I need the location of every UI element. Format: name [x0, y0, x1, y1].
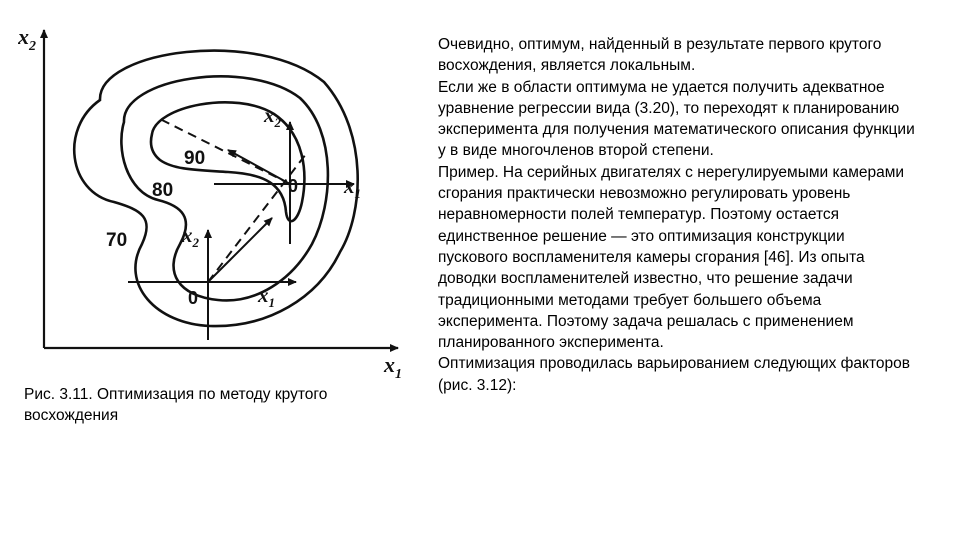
contour-diagram	[18, 22, 428, 382]
inner2-y-label: $x_2$	[182, 223, 199, 250]
figure-caption: Рис. 3.11. Оптимизация по методу крутого восхождения	[24, 386, 328, 424]
ascent-path-1	[208, 154, 306, 282]
contour-label-80: 80	[152, 180, 174, 201]
contour-90	[151, 102, 304, 221]
inner1-y-label: $x_2$	[264, 103, 281, 130]
contour-label-90: 90	[184, 148, 206, 169]
gradient-arrow-1	[228, 150, 290, 184]
inner2-origin: 0	[188, 288, 199, 308]
contour-figure	[18, 22, 428, 382]
outer-x-label: $x_1$	[384, 352, 402, 382]
outer-y-label: $x_2$	[18, 24, 36, 54]
contour-label-70: 70	[106, 230, 128, 251]
inner1-x-label: $x_1$	[344, 174, 361, 201]
inner1-origin: 0	[288, 176, 299, 196]
body-text	[438, 34, 918, 396]
inner2-x-label: $x_1$	[258, 283, 275, 310]
paragraph-2: Если же в области оптимума не удается получить адекватное уравнение регрессии вида (3.20), то переходят к планированию эксперимента для получения математического описания функции у в виде многочленов второй степени.	[438, 78, 915, 160]
paragraph-1: Очевидно, оптимум, найденный в результате первого крутого восхождения, является локальным.	[438, 36, 882, 75]
paragraph-4: Оптимизация проводилась варьированием следующих факторов (рис. 3.12):	[438, 355, 911, 394]
gradient-arrow-2	[208, 218, 272, 282]
contour-70	[74, 51, 357, 326]
paragraph-3: Пример. На серийных двигателях с нерегулируемыми камерами сгорания практически невозможно регулировать уровень неравномерности полей температур. Поэтому остается единственное решение — это оптимизация конструкции пускового воспламенителя камеры сгорания [46]. Из опыта доводки воспламенителей известно, что решение задачи традиционными методами требует большего объема эксперимента. Поэтому задача решалась с применением планированного эксперимента.	[438, 163, 905, 352]
